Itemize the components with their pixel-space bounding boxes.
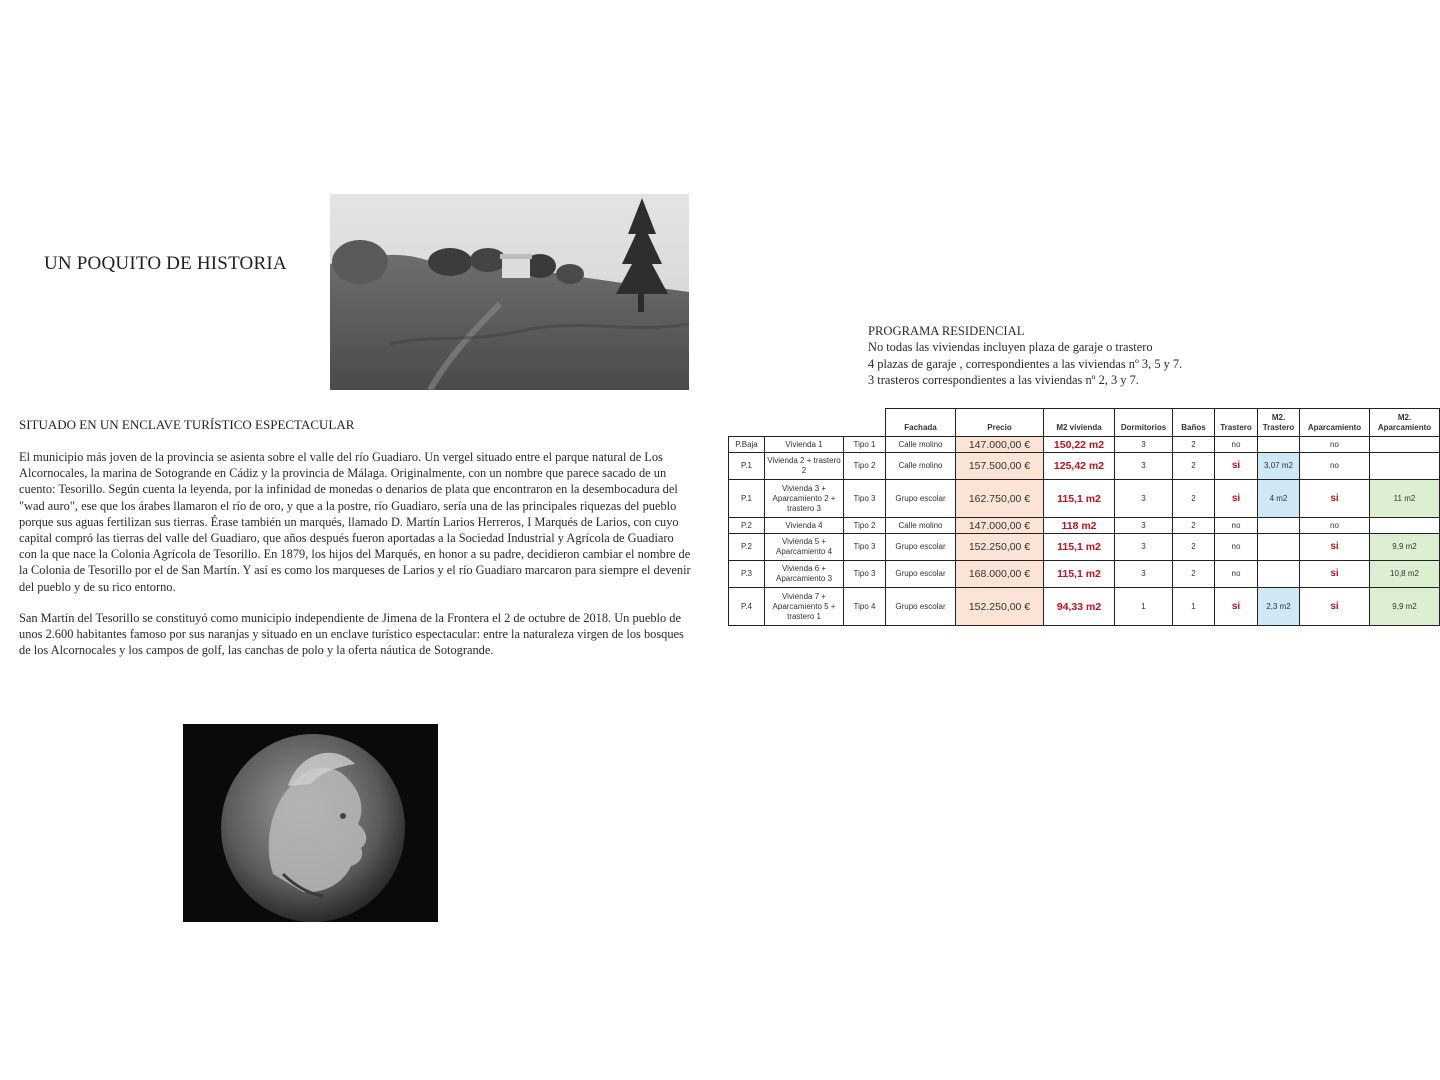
cell-planta: P.2 — [729, 534, 765, 561]
cell-tipo: Tipo 2 — [844, 453, 886, 480]
program-line: No todas las viviendas incluyen plaza de garaje o trastero — [868, 340, 1153, 355]
cell-trastero: no — [1215, 518, 1258, 534]
header-precio: Precio — [956, 409, 1044, 437]
history-paragraph-1: El municipio más joven de la provincia se asienta sobre el valle del río Guadiaro. Un vergel situado entre el parque natural de Los Alcornocales, la marina de Sotogrande en Cádiz y la provincia de Málaga. Originalmente, con un nombre que parece sacado de un cuento: Tesorillo. Según cuenta la leyenda, por la infinidad de monedas o denarios de plata que encontraron en la desembocadura del "wad auro", ese que los árabes llamaron el río de oro, y que a la postre, río Guadiaro, sería una de las principales riquezas del pueblo porque sus aguas fertilizan sus tierras. Érase también un marqués, llamado D. Martín Larios Herreros, I Marqués de Larios, con cuyo capital compró las tierras del valle del Guadiaro, que años después fueron aportadas a la Sociedad Industrial y Agrícola de Guadiaro con la que nace la Colonia Agrícola de Tesorillo. En 1879, los hijos del Marqués, en honor a su padre, decidieron cambiar el nombre de la Colonia de Tesorillo por el de San Martín. Y así es como los marqueses de Larios y el río Guadiaro marcaron para siempre el devenir del pueblo y de su rico entorno. — [19, 450, 691, 594]
cell-tipo: Tipo 2 — [844, 518, 886, 534]
cell-dormitorios: 3 — [1115, 561, 1173, 588]
table-header-blank — [729, 409, 886, 437]
coin-photo — [183, 724, 438, 922]
cell-tipo: Tipo 3 — [844, 480, 886, 518]
cell-m2-trastero: 3,07 m2 — [1258, 453, 1300, 480]
table-row — [729, 437, 1440, 453]
cell-dormitorios: 3 — [1115, 453, 1173, 480]
cell-fachada: Grupo escolar — [886, 480, 956, 518]
cell-trastero: no — [1215, 437, 1258, 453]
cell-fachada: Grupo escolar — [886, 561, 956, 588]
cell-banos: 2 — [1173, 480, 1215, 518]
cell-tipo: Tipo 4 — [844, 588, 886, 626]
cell-trastero: no — [1215, 561, 1258, 588]
residential-table — [728, 408, 1440, 626]
cell-aparcamiento: no — [1300, 453, 1370, 480]
cell-banos: 2 — [1173, 453, 1215, 480]
cell-dormitorios: 3 — [1115, 480, 1173, 518]
cell-precio: 162.750,00 € — [956, 480, 1044, 518]
cell-banos: 2 — [1173, 561, 1215, 588]
program-block — [868, 323, 1182, 388]
coin-photo-image — [183, 724, 438, 922]
cell-m2: 94,33 m2 — [1044, 588, 1115, 626]
cell-m2-trastero: 4 m2 — [1258, 480, 1300, 518]
cell-aparcamiento: si — [1300, 561, 1370, 588]
cell-m2: 125,42 m2 — [1044, 453, 1115, 480]
cell-precio: 147.000,00 € — [956, 437, 1044, 453]
program-line: 4 plazas de garaje , correspondientes a las viviendas nº 3, 5 y 7. — [868, 356, 1183, 371]
cell-vivienda: Vivienda 5 + Aparcamiento 4 — [765, 534, 844, 561]
cell-aparcamiento: si — [1300, 534, 1370, 561]
cell-m2: 115,1 m2 — [1044, 534, 1115, 561]
cell-m2-trastero — [1258, 534, 1300, 561]
cell-planta: P.2 — [729, 518, 765, 534]
cell-fachada: Calle molino — [886, 453, 956, 480]
cell-m2: 118 m2 — [1044, 518, 1115, 534]
cell-m2-aparcamiento: 9,9 m2 — [1370, 534, 1440, 561]
cell-trastero: si — [1215, 588, 1258, 626]
cell-m2-aparcamiento: 9,9 m2 — [1370, 588, 1440, 626]
cell-fachada: Grupo escolar — [886, 534, 956, 561]
table-row — [729, 480, 1440, 518]
table-row — [729, 534, 1440, 561]
header-aparcamiento: Aparcamiento — [1300, 409, 1370, 437]
cell-precio: 168.000,00 € — [956, 561, 1044, 588]
cell-planta: P.4 — [729, 588, 765, 626]
cell-vivienda: Vivienda 2 + trastero 2 — [765, 453, 844, 480]
cell-vivienda: Vivienda 4 — [765, 518, 844, 534]
cell-aparcamiento: si — [1300, 588, 1370, 626]
program-title: PROGRAMA RESIDENCIAL — [868, 324, 1025, 338]
table-row — [729, 453, 1440, 480]
cell-planta: P.3 — [729, 561, 765, 588]
landscape-photo — [330, 194, 689, 390]
cell-tipo: Tipo 3 — [844, 561, 886, 588]
cell-m2-aparcamiento: 10,8 m2 — [1370, 561, 1440, 588]
cell-banos: 2 — [1173, 518, 1215, 534]
header-trastero: Trastero — [1215, 409, 1258, 437]
cell-vivienda: Vivienda 3 + Aparcamiento 2 + trastero 3 — [765, 480, 844, 518]
table-row — [729, 518, 1440, 534]
cell-vivienda: Vivienda 1 — [765, 437, 844, 453]
cell-m2-trastero: 2,3 m2 — [1258, 588, 1300, 626]
cell-precio: 147.000,00 € — [956, 518, 1044, 534]
cell-m2-aparcamiento — [1370, 437, 1440, 453]
cell-banos: 1 — [1173, 588, 1215, 626]
cell-m2-aparcamiento: 11 m2 — [1370, 480, 1440, 518]
cell-tipo: Tipo 3 — [844, 534, 886, 561]
cell-m2: 115,1 m2 — [1044, 561, 1115, 588]
cell-vivienda: Vivienda 6 + Aparcamiento 3 — [765, 561, 844, 588]
cell-trastero: si — [1215, 453, 1258, 480]
cell-dormitorios: 3 — [1115, 534, 1173, 561]
cell-planta: P.Baja — [729, 437, 765, 453]
header-dormitorios: Dormitorios — [1115, 409, 1173, 437]
cell-banos: 2 — [1173, 534, 1215, 561]
cell-m2: 115,1 m2 — [1044, 480, 1115, 518]
header-fachada: Fachada — [886, 409, 956, 437]
cell-m2-trastero — [1258, 518, 1300, 534]
cell-planta: P.1 — [729, 480, 765, 518]
cell-aparcamiento: si — [1300, 480, 1370, 518]
header-m2-aparcamiento: M2. Aparcamiento — [1370, 409, 1440, 437]
header-banos: Baños — [1173, 409, 1215, 437]
header-m2-vivienda: M2 vivienda — [1044, 409, 1115, 437]
cell-m2: 150,22 m2 — [1044, 437, 1115, 453]
cell-trastero: no — [1215, 534, 1258, 561]
cell-aparcamiento: no — [1300, 437, 1370, 453]
cell-aparcamiento: no — [1300, 518, 1370, 534]
cell-m2-aparcamiento — [1370, 453, 1440, 480]
cell-vivienda: Vivienda 7 + Aparcamiento 5 + trastero 1 — [765, 588, 844, 626]
cell-m2-aparcamiento — [1370, 518, 1440, 534]
history-paragraph-2: San Martín del Tesorillo se constituyó como municipio independiente de Jimena de la Frontera el 2 de octubre de 2018. Un pueblo de unos 2.600 habitantes famoso por sus naranjas y situado en un enclave turístico espectacular: entre la naturaleza virgen de los bosques de los Alcornocales y los campos de golf, las canchas de polo y la oferta náutica de Sotogrande. — [19, 611, 684, 658]
enclave-heading: SITUADO EN UN ENCLAVE TURÍSTICO ESPECTACULAR — [19, 417, 355, 432]
cell-fachada: Calle molino — [886, 437, 956, 453]
cell-dormitorios: 3 — [1115, 518, 1173, 534]
table-row — [729, 588, 1440, 626]
cell-m2-trastero — [1258, 437, 1300, 453]
cell-precio: 152.250,00 € — [956, 534, 1044, 561]
history-title: UN POQUITO DE HISTORIA — [44, 253, 287, 274]
cell-tipo: Tipo 1 — [844, 437, 886, 453]
program-line: 3 trasteros correspondientes a las viviendas nº 2, 3 y 7. — [868, 372, 1139, 387]
header-m2-trastero: M2. Trastero — [1258, 409, 1300, 437]
table-row — [729, 561, 1440, 588]
cell-dormitorios: 3 — [1115, 437, 1173, 453]
landscape-photo-image — [330, 194, 689, 390]
cell-precio: 152.250,00 € — [956, 588, 1044, 626]
cell-fachada: Calle molino — [886, 518, 956, 534]
cell-precio: 157.500,00 € — [956, 453, 1044, 480]
cell-fachada: Grupo escolar — [886, 588, 956, 626]
cell-trastero: si — [1215, 480, 1258, 518]
cell-dormitorios: 1 — [1115, 588, 1173, 626]
cell-banos: 2 — [1173, 437, 1215, 453]
table-header-row — [729, 409, 1440, 437]
cell-planta: P.1 — [729, 453, 765, 480]
cell-m2-trastero — [1258, 561, 1300, 588]
